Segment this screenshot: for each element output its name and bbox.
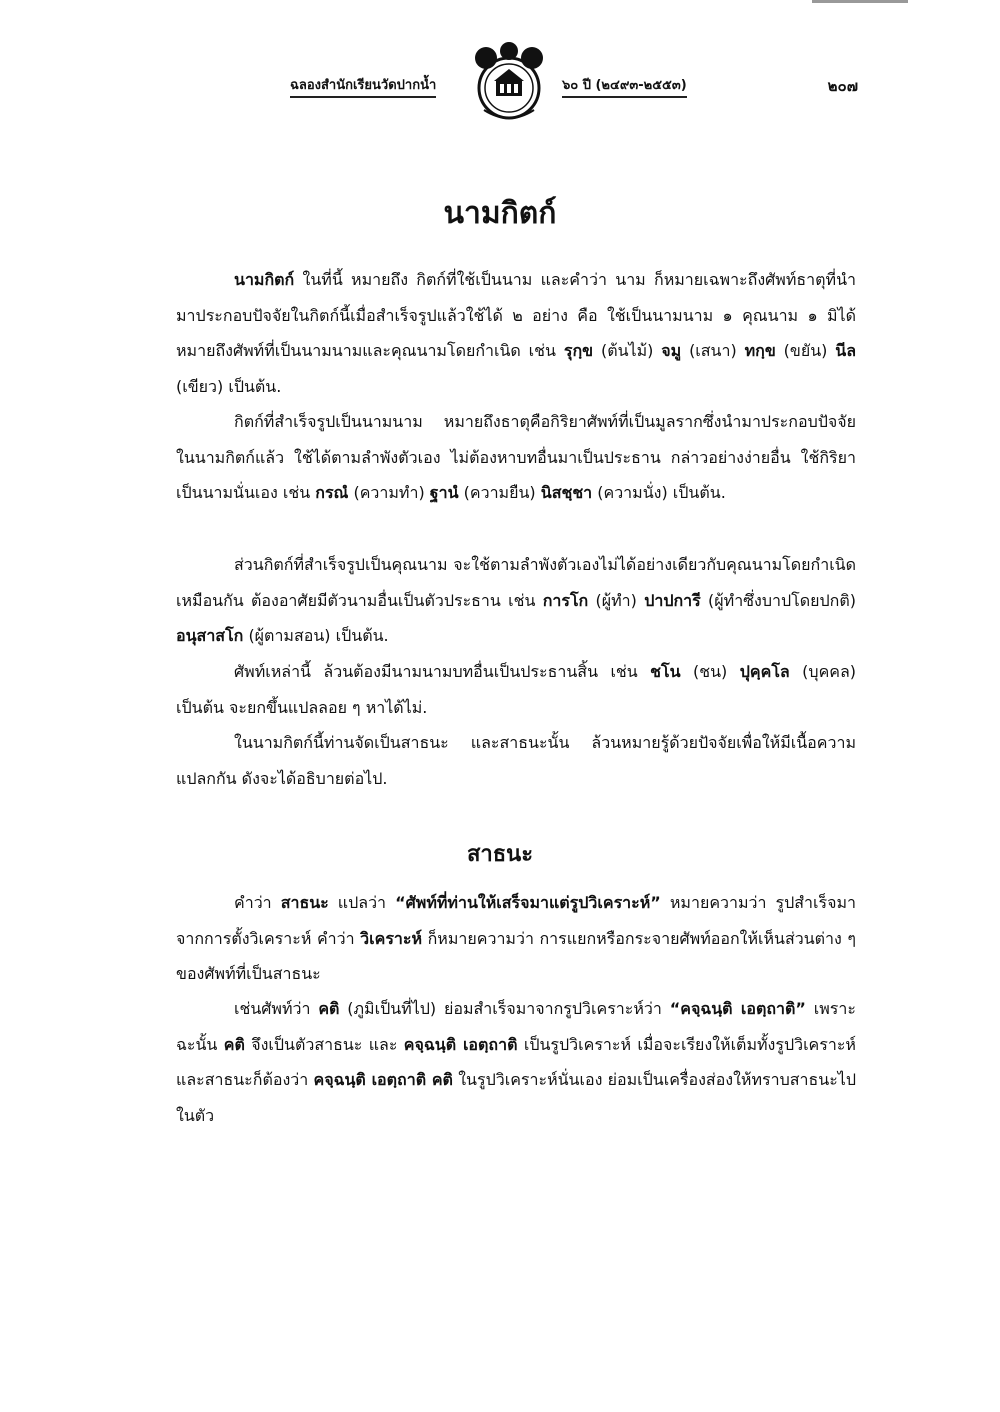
paragraph-5: ในนามกิตก์นี้ท่านจัดเป็นสาธนะ และสาธนะนั้น ล้วนหมายรู้ด้วยปัจจัยเพื่อให้มีเนื้อความแปลกกัน ดังจะได้อธิบายต่อไป.: [176, 733, 856, 788]
seal-logo-icon: [466, 40, 552, 126]
paragraph-1: นามกิตก์ ในที่นี้ หมายถึง กิตก์ที่ใช้เป็นนาม และคำว่า นาม ก็หมายเฉพาะถึงศัพท์ธาตุที่นำมาประกอบปัจจัยในกิตก์นี้เมื่อสำเร็จรูปแล้วใช้ได้ ๒ อย่าง คือ ใช้เป็นนามนาม ๑ คุณนาม ๑ มิได้หมายถึงศัพท์ที่เป็นนามนามและคุณนามโดยกำเนิด เช่น รุกฺข (ต้นไม้) จมู (เสนา) ทกฺข (ขยัน) นีล (เขียว) เป็นต้น.: [176, 270, 857, 396]
paragraph-3: ส่วนกิตก์ที่สำเร็จรูปเป็นคุณนาม จะใช้ตามลำพังตัวเองไม่ได้อย่างเดียวกับคุณนามโดยกำเนิดเหมือนกัน ต้องอาศัยมีตัวนามอื่นเป็นตัวประธาน เช่น การโก (ผู้ทำ) ปาปการี (ผู้ทำซึ่งบาปโดยปกติ) อนุสาสโก (ผู้ตามสอน) เป็นต้น.: [176, 555, 856, 645]
section-title: สาธนะ: [466, 842, 534, 867]
header-right-text: ๖๐ ปี (๒๔๙๓-๒๕๕๓): [562, 74, 687, 98]
page-number: ๒๐๗: [827, 77, 858, 95]
paragraph-4: ศัพท์เหล่านี้ ล้วนต้องมีนามนามบทอื่นเป็นประธานสิ้น เช่น ชโน (ชน) ปุคฺคโล (บุคคล) เป็นต้น จะยกขึ้นแปลลอย ๆ หาได้ไม่.: [176, 662, 857, 717]
top-edge-mark: [812, 0, 908, 3]
running-header: [290, 40, 860, 130]
paragraph-2: กิตก์ที่สำเร็จรูปเป็นนามนาม หมายถึงธาตุคือกิริยาศัพท์ที่เป็นมูลรากซึ่งนำมาประกอบปัจจัยในนามกิตก์แล้ว ใช้ได้ตามลำพังตัวเอง ไม่ต้องหาบทอื่นมาเป็นประธาน กล่าวอย่างง่ายอื่น ใช้กิริยาเป็นนามนั่นเอง เช่น กรณํ (ความทำ) ฐานํ (ความยืน) นิสชฺชา (ความนั่ง) เป็นต้น.: [176, 412, 856, 502]
section-paragraph-1: คำว่า สาธนะ แปลว่า “ศัพท์ที่ท่านให้เสร็จมาแต่รูปวิเคราะห์” หมายความว่า รูปสำเร็จมาจากการตั้งวิเคราะห์ คำว่า วิเคราะห์ ก็หมายความว่า การแยกหรือกระจายศัพท์ออกให้เห็นส่วนต่าง ๆ ของศัพท์ที่เป็นสาธนะ: [176, 893, 857, 983]
page-title: นามกิตก์: [443, 196, 557, 231]
section-paragraph-2: เช่นศัพท์ว่า คติ (ภูมิเป็นที่ไป) ย่อมสำเร็จมาจากรูปวิเคราะห์ว่า “คจฺฉนฺติ เอตฺถาติ” เพราะฉะนั้น คติ จึงเป็นตัวสาธนะ และ คจฺฉนฺติ เอตฺถาติ เป็นรูปวิเคราะห์ เมื่อจะเรียงให้เต็มทั้งรูปวิเคราะห์และสาธนะก็ต้องว่า คจฺฉนฺติ เอตฺถาติ คติ ในรูปวิเคราะห์นั่นเอง ย่อมเป็นเครื่องส่องให้ทราบสาธนะไปในตัว: [176, 999, 857, 1125]
header-left-text: ฉลองสำนักเรียนวัดปากน้ำ: [290, 74, 436, 98]
term-namakit: นามกิตก์: [234, 270, 295, 289]
